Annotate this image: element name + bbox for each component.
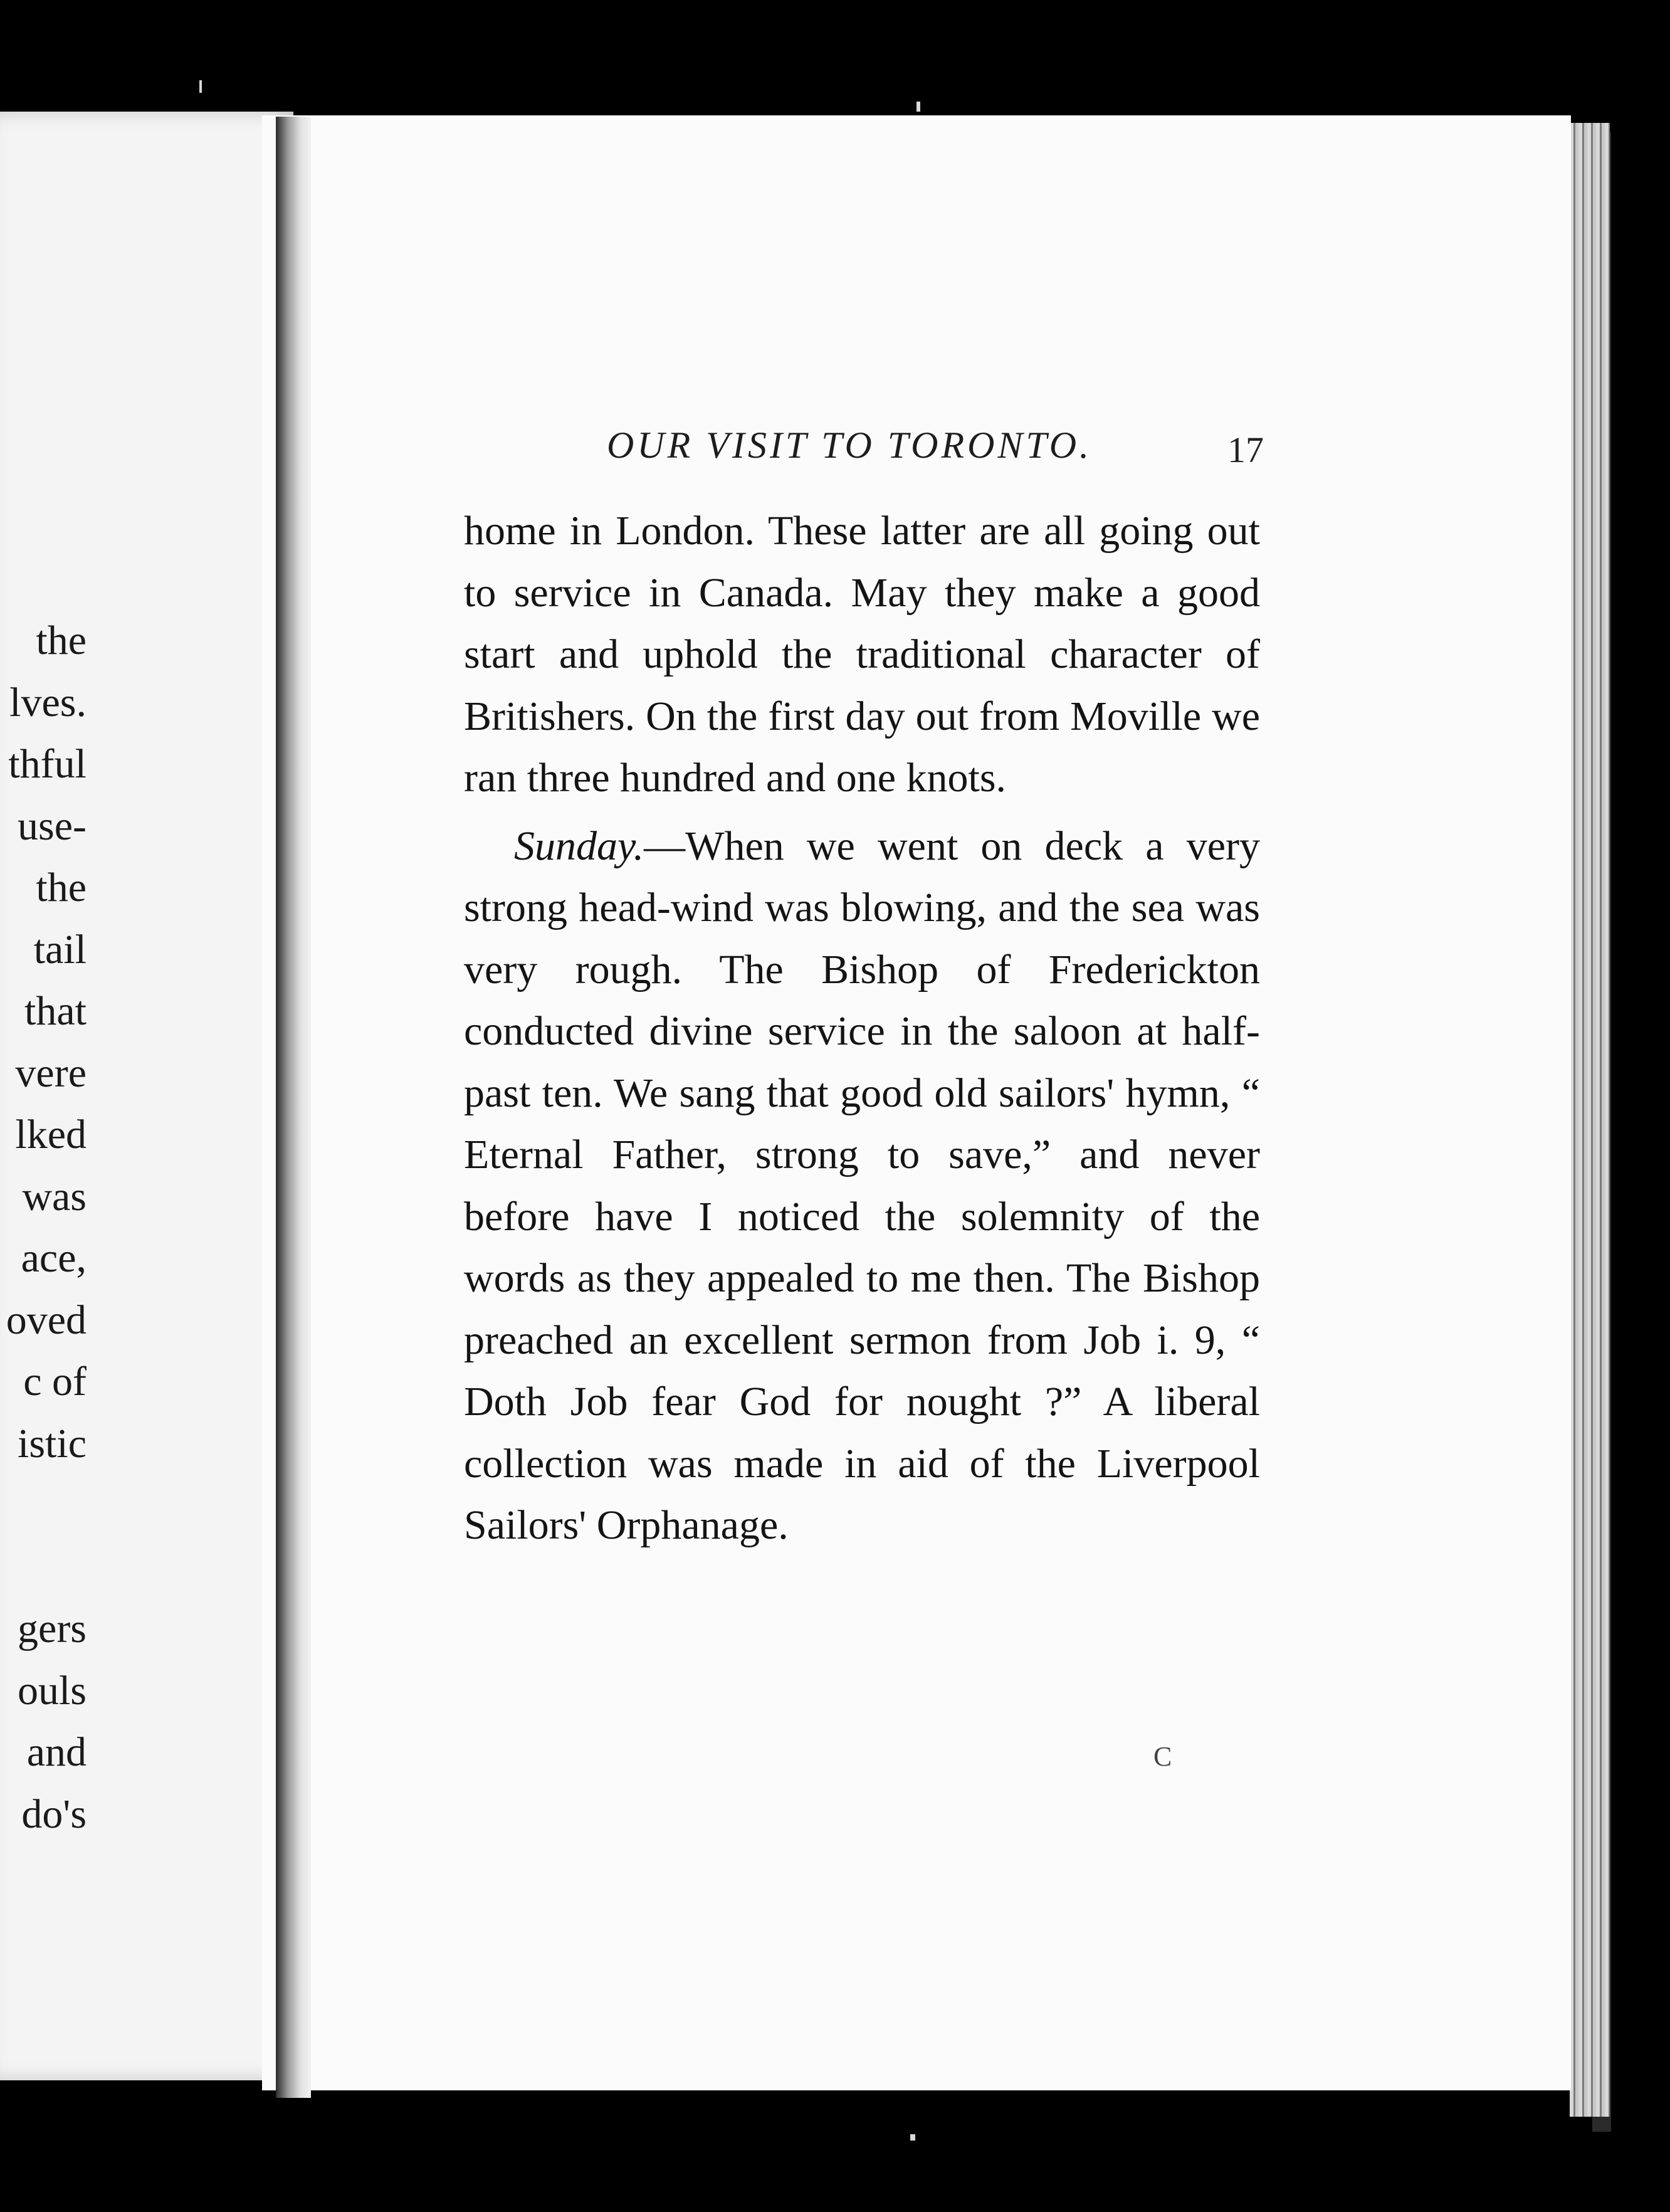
signature-mark: C (1153, 1741, 1172, 1772)
left-line: was (22, 1173, 87, 1219)
left-line: lves. (9, 679, 87, 725)
paragraph (464, 816, 1260, 1557)
left-line: lked (15, 1112, 87, 1157)
left-line: use- (18, 803, 87, 849)
left-line (0, 1475, 87, 1537)
left-line: istic (18, 1420, 87, 1467)
day-heading: Sunday. (514, 823, 644, 869)
left-line: the (36, 618, 87, 663)
left-line: thful (8, 741, 87, 787)
book-gutter (276, 117, 311, 2098)
left-line: the (36, 865, 87, 910)
left-line: oved (6, 1297, 87, 1343)
left-line: vere (15, 1050, 87, 1096)
running-head (607, 424, 1265, 467)
left-line: ace, (21, 1235, 87, 1281)
paragraph: home in London. These latter are all going out to service in Canada. May they make a good start and uphold the traditional character of Britishers. On the first day out from Moville we ran three hundred and one knots. (464, 508, 1260, 801)
left-page (0, 112, 293, 2080)
paragraph-text: —When we went on deck a very strong head-wind was blowing, and the sea was very rough. The Bishop of Frederickton conducted divine service in the saloon at half-past ten. We sang that good old sailors' hymn, “ Eternal Father, strong to save,” and never before have I noticed the solemnity of the words as they appealed to me then. The Bishop preached an excellent sermon from Job i. 9, “ Doth Job fear God for nought ?” A liberal collection was made in aid of the Liverpool Sailors' Orphanage. (464, 823, 1260, 1548)
left-line: and (26, 1729, 87, 1775)
page-edges (1570, 123, 1610, 2117)
dust-speck (916, 102, 920, 112)
left-line: that (24, 988, 87, 1034)
left-line: do's (21, 1791, 87, 1837)
left-line: c of (23, 1359, 87, 1404)
left-line: tail (33, 926, 87, 972)
page-body (464, 500, 1260, 1557)
left-line: gers (18, 1606, 87, 1651)
page-number: 17 (1227, 429, 1264, 470)
left-line (0, 1537, 87, 1599)
running-head-title: OUR VISIT TO TORONTO. (607, 424, 1093, 466)
left-line: ouls (17, 1667, 87, 1714)
dust-speck (199, 80, 202, 93)
left-page-text (0, 610, 87, 1845)
dust-speck (910, 2134, 915, 2141)
